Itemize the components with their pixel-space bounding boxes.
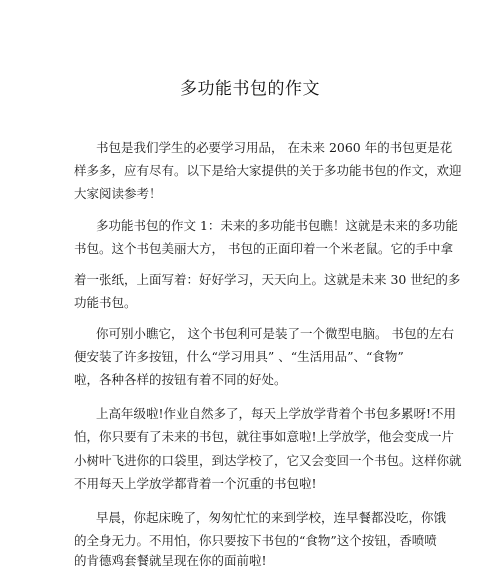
paragraph-line: 着一张纸，上面写着：好好学习，天天向上。这就是未来 30 世纪的多 [74,272,461,287]
paragraph-line: 上高年级啦!作业自然多了，每天上学放学背着个书包多累呀!不用 [96,406,457,421]
paragraph-line: 的肯德鸡套餐就呈现在你的面前啦! [74,553,267,568]
paragraph-line: 功能书包。 [74,295,137,310]
paragraph-line: 多功能书包的作文 1：未来的多功能书包瞧！这就是未来的多功能 [96,218,458,233]
paragraph-line: 便安装了许多按钮，什么“学习用具” 、“生活用品”、“食物” [74,349,404,364]
document-title: 多功能书包的作文 [180,79,320,99]
paragraph-line: 怕，你只要有了未来的书包，就往事如意啦!上学放学，他会变成一片 [74,429,455,444]
paragraph-line: 大家阅读参考！ [74,186,162,201]
paragraph-line: 早晨，你起床晚了，匆匆忙忙的来到学校，连早餐都没吃，你饿 [96,510,447,525]
paragraph-line: 的全身无力。不用怕，你只要按下书包的“食物”这个按钮，香喷喷 [74,533,437,548]
paragraph-line: 小树叶飞进你的口袋里，到达学校了，它又会变回一个书包。这样你就 [74,453,462,468]
paragraph-line: 你可别小瞧它， 这个书包利可是装了一个微型电脑。 书包的左右 [96,326,454,341]
paragraph-line: 啦，各种各样的按钮有着不同的好处。 [74,372,287,387]
paragraph-line: 书包。这个书包美丽大方， 书包的正面印着一个米老鼠。它的手中拿 [74,241,453,256]
paragraph-line: 不用每天上学放学都背着一个沉重的书包啦! [74,476,317,491]
paragraph-line: 书包是我们学生的必要学习用品， 在未来 2060 年的书包更是花 [96,140,453,155]
paragraph-line: 样多多，应有尽有。以下是给大家提供的关于多功能书包的作文，欢迎 [74,163,462,178]
